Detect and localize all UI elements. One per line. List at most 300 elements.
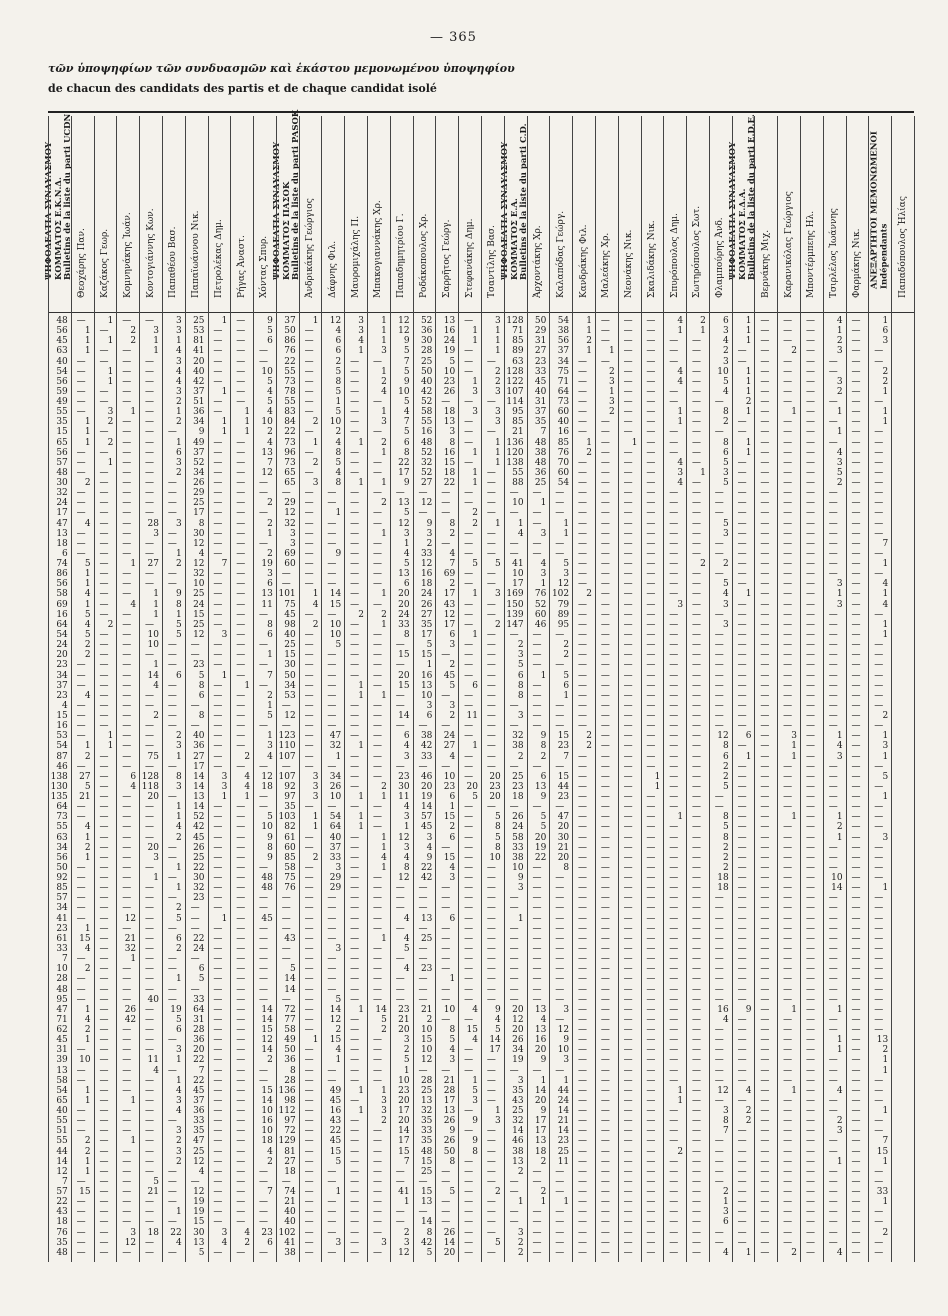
vote-cell: — <box>441 842 451 853</box>
vote-cell: 32 <box>420 1106 433 1117</box>
vote-cell: — <box>532 1237 542 1248</box>
vote-cell: — <box>99 822 109 833</box>
vote-cell: 1 <box>403 1197 410 1208</box>
vote-cell: 4 <box>175 1106 182 1117</box>
vote-cell: — <box>578 1035 588 1046</box>
vote-cell: — <box>623 528 633 539</box>
vote-cell: — <box>372 812 382 823</box>
vote-cell: 38 <box>420 731 433 742</box>
vote-cell: — <box>372 1187 382 1198</box>
vote-cell: — <box>669 954 679 965</box>
vote-cell: 4 <box>244 781 251 792</box>
vote-cell: — <box>669 498 679 509</box>
vote-cell: — <box>669 1197 679 1208</box>
vote-cell: 15 <box>876 1146 889 1157</box>
vote-cell: — <box>99 548 109 559</box>
candidate-header <box>618 116 641 312</box>
vote-cell: 73 <box>557 397 570 408</box>
vote-cell: — <box>304 954 314 965</box>
vote-cell: 3 <box>403 528 410 539</box>
vote-cell: — <box>213 711 223 722</box>
vote-cell: 2 <box>449 528 456 539</box>
vote-cell: — <box>464 731 474 742</box>
vote-cell: 37 <box>284 316 296 326</box>
vote-cell: — <box>851 528 861 539</box>
vote-cell: 5 <box>403 944 410 954</box>
vote-cell: 98 <box>284 1095 296 1106</box>
vote-cell: 58 <box>284 862 296 873</box>
vote-cell: — <box>623 1187 633 1198</box>
vote-cell: — <box>874 700 884 711</box>
vote-cell: — <box>213 832 223 843</box>
vote-cell: — <box>578 397 588 408</box>
vote-cell: — <box>327 1217 337 1228</box>
vote-cell: — <box>851 670 861 681</box>
vote-cell: — <box>783 1106 793 1117</box>
vote-cell: — <box>350 994 360 1005</box>
vote-cell: — <box>486 640 496 651</box>
vote-cell: — <box>600 903 610 914</box>
vote-cell: — <box>395 1217 405 1228</box>
vote-cell: — <box>578 1065 588 1076</box>
vote-cell: — <box>122 1146 132 1157</box>
vote-cell: — <box>236 397 246 408</box>
vote-cell: — <box>714 964 724 975</box>
vote-cell: — <box>737 579 747 590</box>
vote-cell: — <box>828 680 838 691</box>
vote-cell: 6 <box>472 680 478 691</box>
vote-cell: — <box>851 538 861 549</box>
vote-cell: — <box>669 944 679 954</box>
vote-cell: — <box>600 711 610 722</box>
vote-cell: — <box>99 1166 109 1177</box>
vote-cell: — <box>258 974 268 985</box>
vote-cell: — <box>236 1045 246 1056</box>
vote-cell: 37 <box>193 386 205 397</box>
vote-cell: — <box>236 579 246 590</box>
vote-cell: 2 <box>722 1187 729 1198</box>
vote-cell: 5 <box>722 822 729 833</box>
vote-cell: — <box>236 954 246 965</box>
vote-cell: 1 <box>836 427 843 438</box>
vote-cell: — <box>486 579 496 590</box>
vote-cell: — <box>805 498 815 509</box>
vote-cell: — <box>760 498 770 509</box>
row-total-cell: 54 <box>56 630 68 640</box>
vote-cell: — <box>783 974 793 985</box>
vote-cell: — <box>760 670 770 681</box>
vote-cell: 1 <box>677 1095 684 1106</box>
vote-cell: 3 <box>836 579 843 590</box>
vote-cell: 57 <box>420 812 433 823</box>
vote-cell: 1 <box>586 346 592 357</box>
vote-cell: 40 <box>147 994 159 1005</box>
vote-cell: 25 <box>557 1146 570 1157</box>
vote-cell: 6 <box>267 630 273 640</box>
vote-cell: — <box>783 862 793 873</box>
row-total-cell: 56 <box>56 326 68 337</box>
vote-cell: — <box>304 386 314 397</box>
vote-cell: — <box>805 1166 815 1177</box>
vote-cell: — <box>805 944 815 954</box>
row-total-cell: 45 <box>56 1035 68 1046</box>
vote-cell: — <box>828 1065 838 1076</box>
vote-cell: 2 <box>426 538 433 549</box>
vote-cell: — <box>509 508 519 519</box>
row-total-cell: 40 <box>56 356 68 367</box>
vote-cell: — <box>600 1095 610 1106</box>
vote-cell: — <box>122 1176 132 1187</box>
vote-cell: — <box>714 397 724 408</box>
row-total-cell: 44 <box>56 1146 68 1157</box>
vote-cell: — <box>395 761 405 772</box>
vote-cell: — <box>350 893 360 904</box>
vote-cell: — <box>874 812 884 823</box>
vote-cell: 4 <box>882 599 889 610</box>
vote-cell: 2 <box>175 467 182 478</box>
vote-cell: — <box>669 1014 679 1025</box>
vote-cell: — <box>464 356 474 367</box>
vote-cell: — <box>213 1055 223 1066</box>
vote-cell: — <box>646 1207 656 1218</box>
vote-cell: 6 <box>267 1237 273 1248</box>
vote-cell: — <box>851 478 861 489</box>
vote-cell: — <box>441 954 451 965</box>
vote-cell: 89 <box>557 609 570 620</box>
vote-cell: 5 <box>84 630 91 640</box>
vote-cell: — <box>486 1146 496 1157</box>
vote-cell: — <box>805 447 815 458</box>
vote-cell: — <box>76 528 86 539</box>
vote-cell: — <box>600 994 610 1005</box>
vote-cell: — <box>760 1075 770 1086</box>
vote-cell: — <box>122 883 132 894</box>
vote-cell: — <box>213 1156 223 1167</box>
vote-cell: — <box>304 397 314 408</box>
vote-cell: 9 <box>540 731 547 742</box>
vote-cell: 26 <box>443 1116 456 1127</box>
vote-cell: 33 <box>420 548 433 559</box>
vote-cell: — <box>372 761 382 772</box>
vote-cell: 10 <box>398 386 410 397</box>
vote-cell: — <box>304 1237 314 1248</box>
vote-cell: 22 <box>284 356 296 367</box>
vote-cell: 33 <box>420 751 433 762</box>
vote-cell: — <box>350 883 360 894</box>
vote-cell: — <box>874 397 884 408</box>
vote-cell: — <box>851 994 861 1005</box>
vote-cell: 18 <box>443 467 456 478</box>
vote-cell: — <box>418 893 428 904</box>
vote-cell: 3 <box>175 518 182 529</box>
vote-cell: — <box>350 1095 360 1106</box>
vote-cell: — <box>646 1025 656 1036</box>
vote-cell: 101 <box>278 589 296 600</box>
vote-cell: — <box>737 903 747 914</box>
vote-cell: — <box>646 994 656 1005</box>
vote-cell: 31 <box>193 1014 205 1025</box>
vote-cell: — <box>828 559 838 570</box>
vote-cell: — <box>213 1025 223 1036</box>
vote-cell: 38 <box>284 1247 296 1258</box>
vote-cell: — <box>258 903 268 914</box>
row-total-cell: 55 <box>56 1116 68 1127</box>
vote-cell: 49 <box>193 437 205 448</box>
vote-cell: — <box>623 792 633 803</box>
vote-cell: — <box>600 1156 610 1167</box>
vote-cell: — <box>122 376 132 387</box>
vote-cell: 45 <box>534 376 547 387</box>
vote-cell: — <box>555 498 565 509</box>
candidate-header <box>299 116 322 312</box>
vote-cell: — <box>555 923 565 934</box>
vote-cell: — <box>691 579 701 590</box>
vote-cell: — <box>874 467 884 478</box>
vote-cell: — <box>327 518 337 529</box>
vote-cell: — <box>327 538 337 549</box>
vote-cell: 128 <box>141 771 159 782</box>
vote-cell: — <box>669 1237 679 1248</box>
vote-cell: 28 <box>147 518 159 529</box>
vote-cell: — <box>122 427 132 438</box>
vote-cell: 1 <box>267 700 273 711</box>
vote-cell: 1 <box>882 619 889 630</box>
vote-cell: — <box>783 447 793 458</box>
vote-cell: — <box>691 336 701 347</box>
vote-cell: — <box>372 397 382 408</box>
vote-cell: — <box>350 862 360 873</box>
vote-cell: — <box>783 1045 793 1056</box>
vote-cell: — <box>828 802 838 813</box>
vote-cell: 4 <box>84 1014 91 1025</box>
vote-cell: — <box>714 700 724 711</box>
vote-cell: — <box>350 427 360 438</box>
vote-cell: 20 <box>489 792 501 803</box>
vote-cell: 28 <box>193 1025 205 1036</box>
vote-cell: 88 <box>512 478 524 489</box>
vote-cell: 33 <box>534 366 547 377</box>
vote-cell: — <box>578 630 588 640</box>
vote-cell: 6 <box>198 964 205 975</box>
vote-cell: — <box>236 1095 246 1106</box>
vote-cell: 34 <box>557 356 570 367</box>
vote-cell: — <box>623 1075 633 1086</box>
vote-cell: 2 <box>107 619 114 630</box>
vote-cell: — <box>600 640 610 651</box>
vote-cell: — <box>600 457 610 468</box>
vote-cell: 2 <box>540 1156 547 1167</box>
vote-cell: — <box>714 954 724 965</box>
vote-cell: 15 <box>443 812 456 823</box>
vote-cell: 23 <box>557 1136 570 1147</box>
vote-cell: 1 <box>381 326 387 337</box>
vote-cell: — <box>578 1156 588 1167</box>
vote-cell: — <box>350 873 360 884</box>
vote-cell: 7 <box>882 538 889 549</box>
vote-cell: — <box>122 852 132 863</box>
vote-cell: — <box>327 700 337 711</box>
vote-cell: — <box>99 1035 109 1046</box>
vote-cell: — <box>760 1136 770 1147</box>
vote-cell: — <box>555 1166 565 1177</box>
vote-cell: — <box>190 984 200 995</box>
row-total-cell: 85 <box>56 883 68 894</box>
vote-cell: — <box>760 832 770 843</box>
vote-cell: — <box>464 660 474 671</box>
vote-cell: — <box>851 559 861 570</box>
vote-cell: — <box>691 650 701 661</box>
vote-cell: — <box>372 974 382 985</box>
vote-cell: — <box>167 427 177 438</box>
vote-cell: 2 <box>449 579 456 590</box>
vote-cell: — <box>327 660 337 671</box>
column-label: Μαλεάκης Χρ. <box>601 232 612 298</box>
vote-cell: 3 <box>175 1045 182 1056</box>
vote-cell: — <box>441 893 451 904</box>
vote-cell: — <box>714 488 724 499</box>
vote-cell: — <box>737 954 747 965</box>
vote-cell: — <box>691 1197 701 1208</box>
vote-cell: 45 <box>193 1085 205 1096</box>
vote-cell: — <box>578 670 588 681</box>
vote-cell: 3 <box>153 326 159 337</box>
vote-cell: — <box>874 437 884 448</box>
vote-cell: 27 <box>284 1156 296 1167</box>
vote-cell: 2 <box>449 822 456 833</box>
vote-cell: — <box>874 842 884 853</box>
vote-cell: 5 <box>722 478 729 489</box>
row-total-cell: 65 <box>56 437 68 448</box>
vote-cell: 42 <box>420 386 433 397</box>
vote-cell: 20 <box>398 1025 410 1036</box>
vote-cell: — <box>737 467 747 478</box>
vote-cell: — <box>532 711 542 722</box>
vote-cell: 2 <box>700 316 706 326</box>
vote-cell: — <box>555 873 565 884</box>
vote-cell: 40 <box>284 1217 296 1228</box>
vote-cell: — <box>691 1187 701 1198</box>
vote-cell: — <box>874 984 884 995</box>
vote-cell: — <box>236 944 246 954</box>
vote-cell: 48 <box>261 873 273 884</box>
vote-cell: 3 <box>722 326 729 337</box>
vote-cell: — <box>828 1197 838 1208</box>
vote-cell: 11 <box>147 1055 159 1066</box>
vote-cell: — <box>646 336 656 347</box>
vote-cell: — <box>851 1004 861 1015</box>
vote-cell: — <box>851 498 861 509</box>
vote-cell: 3 <box>836 457 843 468</box>
vote-cell: 21 <box>79 792 91 803</box>
vote-cell: — <box>99 862 109 873</box>
vote-cell: 1 <box>153 336 159 347</box>
row-total-cell: 48 <box>56 316 68 326</box>
vote-cell: 12 <box>557 1025 570 1036</box>
vote-cell: — <box>304 741 314 752</box>
vote-cell: 7 <box>449 559 456 570</box>
vote-cell: — <box>486 609 496 620</box>
vote-cell: — <box>555 1217 565 1228</box>
vote-cell: 1 <box>836 1004 843 1015</box>
vote-cell: 2 <box>175 903 182 914</box>
vote-cell: 8 <box>722 741 729 752</box>
vote-cell: 5 <box>563 559 570 570</box>
vote-cell: — <box>600 609 610 620</box>
vote-cell: 107 <box>278 751 296 762</box>
vote-cell: — <box>395 923 405 934</box>
vote-cell: — <box>623 974 633 985</box>
vote-cell: — <box>122 1085 132 1096</box>
vote-cell: — <box>236 1166 246 1177</box>
vote-cell: 46 <box>420 771 433 782</box>
vote-cell: — <box>99 933 109 944</box>
row-total-cell: 35 <box>56 417 68 428</box>
row-total-cell: 33 <box>56 944 68 954</box>
column-label: Παπαϊωάννου Νικ. <box>191 210 202 298</box>
vote-cell: — <box>486 984 496 995</box>
vote-cell: — <box>623 964 633 975</box>
vote-cell: 18 <box>261 781 273 792</box>
vote-cell: — <box>851 984 861 995</box>
vote-cell: — <box>760 792 770 803</box>
vote-cell: 1 <box>403 1065 410 1076</box>
vote-cell: — <box>350 386 360 397</box>
vote-cell: — <box>145 812 155 823</box>
vote-cell: 2 <box>381 1116 387 1127</box>
vote-cell: — <box>213 1106 223 1117</box>
vote-cell: 2 <box>312 852 319 863</box>
vote-cell: 1 <box>84 579 91 590</box>
vote-cell: — <box>145 407 155 418</box>
vote-cell: 2 <box>130 336 137 347</box>
vote-cell: — <box>486 1065 496 1076</box>
vote-cell: 22 <box>329 1126 342 1137</box>
vote-cell: — <box>737 812 747 823</box>
vote-cell: — <box>76 660 86 671</box>
vote-cell: — <box>874 528 884 539</box>
vote-cell: — <box>213 1075 223 1086</box>
vote-cell: 6 <box>130 771 137 782</box>
vote-cell: — <box>236 376 246 387</box>
vote-cell: — <box>783 376 793 387</box>
vote-cell: — <box>167 792 177 803</box>
column-divider <box>800 116 801 1262</box>
vote-cell: — <box>851 1227 861 1238</box>
vote-cell: — <box>304 559 314 570</box>
vote-cell: 2 <box>381 1025 387 1036</box>
vote-cell: — <box>623 508 633 519</box>
vote-cell: — <box>76 761 86 772</box>
vote-cell: 13 <box>193 792 205 803</box>
vote-cell: 1 <box>381 589 387 600</box>
vote-cell: 7 <box>540 427 547 438</box>
vote-cell: — <box>486 548 496 559</box>
vote-cell: 114 <box>506 397 524 408</box>
vote-cell: — <box>600 488 610 499</box>
vote-cell: 24 <box>512 822 524 833</box>
vote-cell: — <box>623 1014 633 1025</box>
vote-cell: — <box>327 933 337 944</box>
vote-cell: 5 <box>267 326 273 337</box>
vote-cell: — <box>578 984 588 995</box>
vote-cell: — <box>600 1126 610 1137</box>
vote-cell: — <box>783 700 793 711</box>
vote-cell: — <box>327 1065 337 1076</box>
vote-cell: 28 <box>420 1075 433 1086</box>
vote-cell: — <box>327 1176 337 1187</box>
vote-cell: — <box>236 569 246 580</box>
vote-cell: — <box>669 427 679 438</box>
